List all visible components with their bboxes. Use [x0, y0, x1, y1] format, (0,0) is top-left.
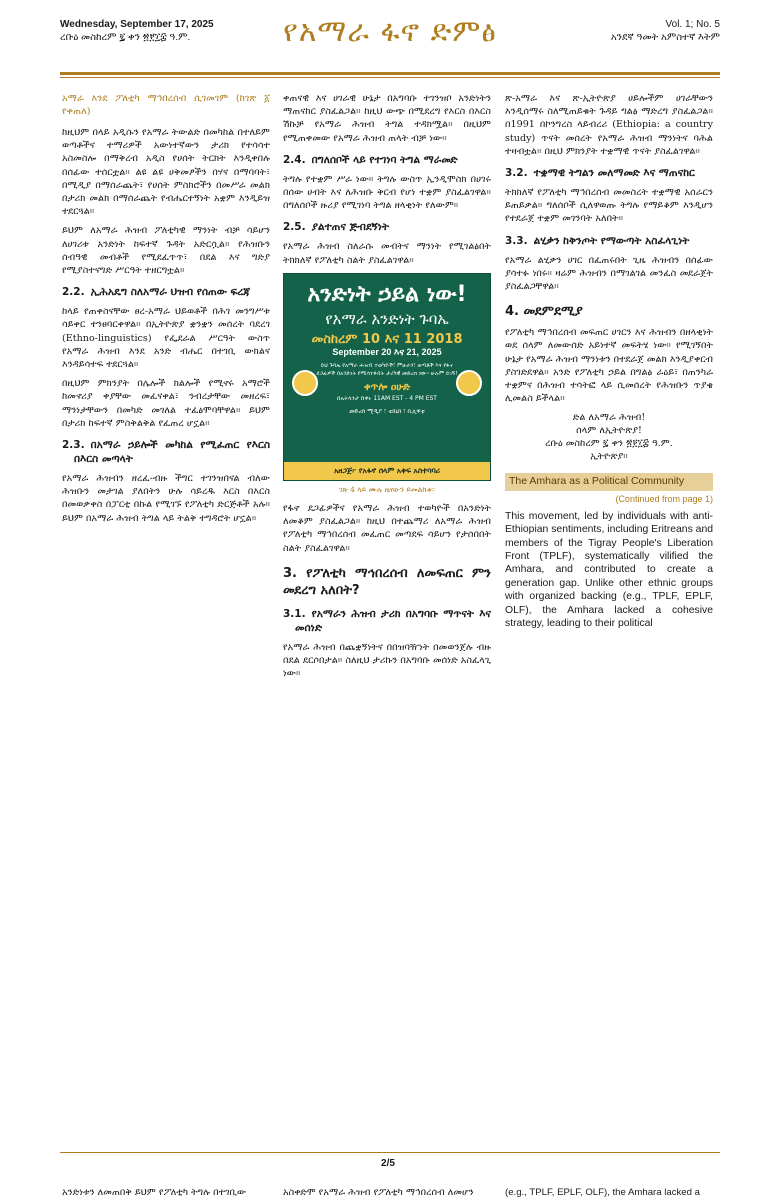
signoff-line: ድል ለአማራ ሕዝብ!	[572, 412, 646, 424]
issue-date: Wednesday, September 17, 2025	[60, 19, 214, 30]
paragraph: ከዚህም በላይ አዲሱን የአማራ ትውልድ በመካከል በተለይም ወጣቶችና ተማሪዎች አውነተኛውን ታሪክ የተሳሳተ አስመስሎ በማቅረብ አዲስ የሀሰት ትርክት እንዲቀበሉ በሰፊው ተሰርቷል። ልዩ ልዩ ሀቅመፆችን በሃና በማባባት፣ በሚዲያ በማሰራጨት፣ የሀሰት ምስክሮችን በመሥራ መልክ በታሪክ መልክ በማሰራጨት የብሔርተኝነት አቋም እንዲይዝ ተደርጓል።	[62, 127, 270, 218]
poster-venue: ቀጥሎ ዐሁድ	[363, 382, 411, 394]
section-title: ተቋማዊ ትግልን መለማመድ እና ማጠናከር	[533, 167, 695, 180]
section-heading-4	[505, 303, 713, 320]
section-title: ልሂቃን ከቅንጦት የማውጣት አስፈላጊነት	[533, 234, 690, 247]
paragraph: ከላይ የጠቀስናቸው ፀረ-አማራ ህይወቶች በሕገ መንግሥቱ ሳይቀር ተንፀባርቀዋል። በኢትዮጵያ ቋንቋን መሰረት ባደረገ (Ethno-linguistics) የፌደራል ሥርዓት ውስጥ የአማራ ሕዝብ እንደ አንድ ብሔር በተገቢ ውክልና እንዳይሳተፍ ተደርጓል።	[62, 306, 270, 371]
page-number: 2/5	[381, 1158, 395, 1169]
section-number: 3.3.	[505, 234, 528, 247]
section-number: 2.3.	[62, 439, 85, 452]
poster-host: መድረክ ሚዲያ ፣ ቴክኒክ ፣ ቢሊዋቲ	[349, 408, 425, 416]
paragraph: የፋኖ ደጋፊዎችና የአማራ ሕዝብ ተወካዮች በአንድነት ለመቆም ያስፈልጋል። ከዚህ በተጨማሪ ለአማራ ሕዝብ የፖለቲካ ማኅበረሰብ መፈጠር መጣደፍ ሳይሆን የታሰበበት ስልት ያስፈልገዋል።	[283, 503, 491, 554]
bottom-line-right: (e.g., TPLF, EPLF, OLF), the Amhara lacked a	[505, 1187, 700, 1198]
poster-date-english: September 20 እና 21, 2025	[332, 347, 442, 358]
footer-rule	[60, 1152, 720, 1153]
paragraph: የአማራ ሕዝብን ዘረፈ-ብዙ ችግር ተገንዝበናል ብለው ሕዝቡን መታገል ያለበትን ሁሉ ሳይረዱ እርስ በእርስ በመወቃቀስ በፓርቲ በኩል የሚገኙ የፖለቲካ ድርጅቶች አሉ። ይህም በአማራ ሕዝብ ትግል ላይ ትልቅ ተግዳሮት ሆኗል።	[62, 473, 270, 524]
poster-body: ይህ ጉባኤ የአማራ ሕዝብ ተወካዮች፣ ምሁራን፣ ወጣቶች እና የፋኖ ደጋፊዎች በአንድነት የሚሳተፉበት ታሪካዊ መድረክ ነው። ሁሉም ይገኝ!	[316, 363, 458, 377]
section-heading-3	[283, 565, 491, 599]
event-poster[interactable]	[283, 273, 491, 481]
section-number: 3.1.	[283, 607, 306, 620]
signoff-line: ረቡዕ መስከረም ፯ ቀን ፳፻፲፰ ዓ.ም.	[545, 438, 673, 450]
section-number: 3.2.	[505, 167, 528, 180]
volume-ethiopic: አንደኛ ዓመት አምስተኛ እትም	[610, 32, 720, 43]
fano-emblem-icon	[292, 370, 318, 396]
column-3	[505, 92, 713, 1142]
english-article-text: This movement, led by individuals with anti-Ethiopian sentiments, including Eritreans and members of the Tigray People's Liberation Front (TPLF), systematically vilified the Amhara, and contributed to create a generation gap. Unlike other ethnic groups with organized backing (e.g., TPLF, EPLF, OLF), the Amhara lacked a cohesive strategy, leading to their political	[505, 510, 713, 630]
paragraph: የአማራ ሕዝብ በጨቋኝነትና በበዝባዥነት በመወንጀሉ ብዙ በደል ደርሶበታል። ስለዚህ ታሪኩን በአግባቡ መሰነድ አስፈላጊ ነው።	[283, 641, 491, 680]
continued-note: (Continued from page 1)	[615, 493, 713, 504]
fano-emblem-icon	[456, 370, 482, 396]
paragraph: የአማራ ልሂቃን ሀገር በፈጠሩበት ጊዜ ሕዝብን በሰፊው ያሳተፉ ነበሩ። ዛሬም ሕዝብን በማገልገል መንፈስ መደራጀት ያስፈልጋቸዋል።	[505, 254, 713, 293]
issue-date-ethiopic: ረቡዕ መስከረም ፯ ቀን ፳፻፲፰ ዓ.ም.	[60, 32, 191, 43]
volume-number: Vol. 1; No. 5	[665, 19, 720, 30]
section-title: ያልተጠና ጅብደኝነት	[311, 221, 390, 234]
section-number: 3.	[283, 565, 297, 581]
signoff-line: ኢትዮጵያ።	[590, 451, 628, 463]
signoff-line: ሰላም ለኢትዮጵያ!	[576, 425, 642, 437]
paragraph: የአማራ ሕዝብ ስለራሱ መብትና ማንነት የሚገልፅበት ትክክለኛ የፖለቲካ ስልት ያስፈልገዋል።	[283, 241, 491, 266]
paragraph: ትክክለኛ የፖለቲካ ማኅበረሰብ መመስረት ተቋማዊ አሰራርን ይጠይቃል። ግለሰቦች ሲለዋወጡ ትግሉ የማይቆም እንዲሆን የተደራጀ ተቋም መገንባት አለበት።	[505, 187, 713, 225]
paragraph: ቀጠናዊ እና ሀገራዊ ሁኔታ በአግባቡ ተገንዝቦ አንድነትን ማጠናከር ያስፈልጋል። ከዚህ ውጭ በሚደረግ የእርስ በእርስ ሽኩቻ የአማራ ሕዝብ ትግል ተዳክሟል። በዚህም የሚጠቀመው የአማራ ሕዝብ ጠላት ብቻ ነው።	[283, 93, 491, 144]
poster-title: አንድነት ኃይል ነው!	[307, 281, 467, 307]
section-heading-3-2	[505, 166, 713, 180]
masthead-rule-thin	[60, 77, 720, 78]
section-heading-3-1	[283, 607, 491, 635]
article-kicker: አማራ እንደ ፖለቲካ ማኅበረሰብ ሲገመገም (ከገጽ ፩ የቀጠለ)	[62, 93, 270, 117]
column-1	[62, 92, 270, 1142]
newspaper-title: የአማራ ፋኖ ድምፅ	[283, 14, 497, 49]
paragraph: ትግሉ የተቋም ሥራ ነው። ትግሉ ውስጥ ኢንዲሞስክ በሀገሩ በሰው ሀብት እና ለሕዝቡ ቅርብ የሆነ ተቋም ያስፈልገዋል። በግለሰቦች ዙሪያ የሚገነባ ትግል ዘላቂነት የለውም።	[283, 173, 491, 212]
section-title: ኢሕአዴግ ስለአማራ ህዝብ የሰጠው ፍረጃ	[90, 286, 251, 299]
poster-caption: ገጽ 4 ላይ ሙሉ ዜናውን ይመልከቱ።	[338, 484, 436, 494]
poster-date-amharic: መስከረም 10 እና 11 2018	[311, 331, 463, 347]
section-title: መደምደሚያ	[523, 304, 583, 320]
section-heading-2-2	[62, 285, 270, 299]
section-number: 2.2.	[62, 286, 85, 299]
masthead	[60, 10, 720, 74]
english-article-heading: The Amhara as a Political Community	[505, 473, 713, 490]
bottom-line-middle: አስቀድሞ የአማራ ሕዝብ የፖለቲካ ማኅበረሰብ ለመሆን	[283, 1187, 474, 1198]
section-number: 2.4.	[283, 153, 306, 166]
section-heading-2-5	[283, 220, 491, 234]
paragraph: ይህም ለአማራ ሕዝብ ፖለቲካዊ ማንነት ብቻ ሳይሆን ለሀገሪቱ አንድነት ከፍተኛ ጉዳት አድርሷል። የሕዝቡን ሰብዓዊ መብቶች የሚደፈጥጥ፣ በደል እና ግድያ የሚያስተናግድ ሥርዓት ተዘርግቷል።	[62, 225, 270, 277]
masthead-volume-block	[611, 18, 720, 44]
bottom-line-left: አንድነቱን ለመጠበቅ ይህም የፖለቲካ ትግሉ በተገቢው	[62, 1187, 247, 1198]
article-signoff	[505, 411, 713, 463]
section-number: 2.5.	[283, 221, 306, 234]
section-title: በአማራ ኃይሎች መካከል የሚፈጠር የእርስ በእርስ መጣላት	[74, 439, 270, 466]
column-2	[283, 92, 491, 1142]
paragraph: ጽ-አማራ እና ጽ-ኢትዮጵያ ሀይሎችም ሀገራቸውን እንዲሰማሩ ስለሚጠይቁት ጉዳይ ግልፅ ማድረግ ያስፈልጋል። በ1991 በኮንግረስ ላይብረሪ (Ethiopia: a country study) ጥናት መሰረት የአማራ ሕዝብ ማንነትና ባሕል ተዛብቷል። በዚህ ምክንያት ተቋማዊ ጥናት ያስፈልገዋል።	[505, 93, 713, 157]
section-number: 4.	[505, 304, 519, 320]
masthead-rule	[60, 72, 720, 75]
section-title: በግለሰቦች ላይ የተገነባ ትግል ማራመድ	[311, 153, 458, 166]
paragraph: የፖለቲካ ማኅበረሰብ መፍጠር ሀገርን እና ሕዝብን በዘላቂነት ወደ ሰላም ለመውሰድ አይነተኛ መፍትሄ ነው። የሚገኝበት ሁኔታ የአማራ ሕዝብ ማንነቱን በተደራጀ መልክ እንዲያቀርብ ያስገድደዋል። አንድ የፖለቲካ ኃይል በግልፅ ራዕይ፣ በጠንካራ ተቋምና በሕዝብ ተሳትፎ ላይ ሲመሰረት የሕዝቡን ጥያቄ ሊመልስ ይችላል።	[505, 327, 713, 405]
poster-organizer: አዘጋጅ፦ የአፋኖ ሰላም አቀፍ አስተባባሪ	[284, 462, 490, 480]
section-title: የአማራን ሕዝብ ታሪክ በአግባቡ ማጥናት እና መሰነድ	[295, 607, 491, 634]
paragraph: በዚህም ምክንያት በሌሎች ክልሎች የሚኖሩ አማሮች ከመኖሪያ ቀያቸው መፈናቀል፣ ንብረታቸው መዘረፍ፣ ማንነታቸውን በመካድ መገለል ተፈፅሞባቸዋል። ይህም በታሪክ ከፍተኛ ምስቅልቅል የፈጠረ ሆኗል።	[62, 378, 270, 429]
poster-time: በአትላንታ ከቀኑ 11AM EST - 4 PM EST	[337, 395, 437, 403]
section-heading-3-3	[505, 234, 713, 248]
section-heading-2-3	[62, 438, 270, 466]
poster-subtitle: የአማራ አንድነት ጉባኤ	[325, 309, 449, 328]
section-heading-2-4	[283, 153, 491, 167]
section-title: የፖለቲካ ማኅበረሰብ ለመፍጠር ምን መደረግ አለበት?	[283, 565, 491, 598]
